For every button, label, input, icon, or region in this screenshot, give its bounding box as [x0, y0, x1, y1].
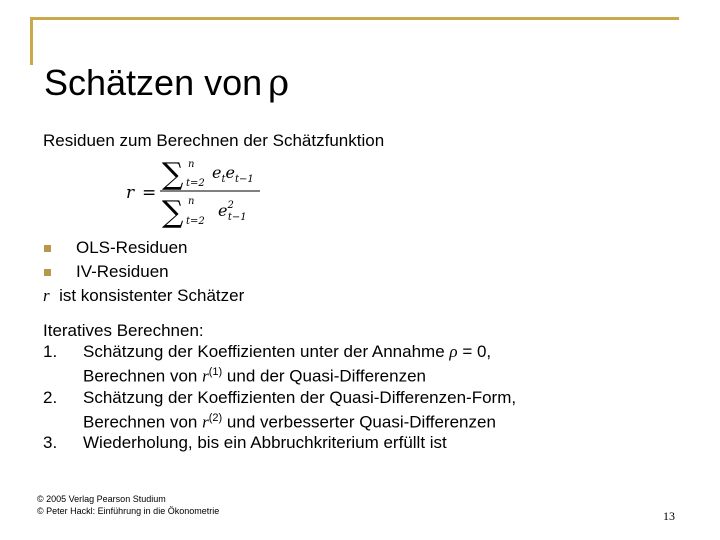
title-rho-symbol: ρ	[268, 63, 290, 104]
step-text: Wiederholung, bis ein Abbruchkriterium erfüllt ist	[83, 433, 447, 453]
consistency-text: ist konsistenter Schätzer	[59, 286, 245, 305]
step-2-continuation	[43, 408, 516, 433]
copyright-footer	[37, 493, 219, 517]
step-rho-symbol: ρ	[449, 342, 458, 361]
step-number: 2.	[43, 387, 58, 407]
step-superscript: (2)	[208, 411, 223, 424]
step-3	[43, 432, 516, 453]
formula-upper-n-bottom: n	[188, 196, 195, 207]
consistency-var: r	[43, 286, 50, 305]
formula-sum-top: ∑	[162, 158, 184, 192]
formula-equals: =	[142, 183, 157, 203]
step-text-end: und verbesserter Quasi-Differenzen	[226, 412, 496, 432]
slide-subtitle: Residuen zum Berechnen der Schätzfunktion	[43, 131, 385, 150]
formula-svg	[120, 158, 280, 228]
decorative-left-line	[30, 17, 33, 65]
step-superscript: (1)	[208, 366, 223, 378]
consistency-statement	[43, 284, 244, 308]
square-bullet-icon	[44, 269, 51, 276]
copyright-line-1: © 2005 Verlag Pearson Studium	[37, 494, 166, 504]
step-text: Berechnen von	[83, 366, 198, 386]
step-var: r	[202, 366, 209, 386]
step-text: Schätzung der Koeffizienten unter der Annahme	[83, 342, 445, 361]
decorative-top-line	[30, 17, 679, 20]
bullet-label: OLS-Residuen	[76, 238, 188, 257]
formula-numerator: $e_te_{t-1}$	[212, 163, 254, 185]
copyright-line-2: © Peter Hackl: Einführung in die Ökonometrie	[37, 506, 220, 516]
iterative-heading: Iteratives Berechnen:	[43, 321, 204, 340]
slide-title	[44, 62, 289, 104]
square-bullet-icon	[44, 245, 51, 252]
step-text-end: = 0,	[462, 342, 492, 361]
step-1	[43, 341, 516, 362]
bullet-item-ols	[43, 236, 244, 260]
title-text: Schätzen von	[44, 62, 263, 103]
step-number: 3.	[43, 433, 58, 453]
page-number: 13	[663, 509, 675, 523]
formula-upper-n-top: n	[188, 159, 195, 170]
residual-bullets	[43, 236, 244, 308]
step-text: Schätzung der Koeffizienten der Quasi-Differenzen-Form,	[83, 387, 517, 407]
step-text-end: und der Quasi-Differenzen	[226, 366, 426, 386]
formula-lower-top: t=2	[186, 178, 205, 189]
step-var: r	[202, 412, 209, 432]
formula-lower-bottom: t=2	[186, 216, 205, 227]
estimator-formula	[120, 158, 280, 228]
step-2	[43, 387, 516, 408]
step-text: Berechnen von	[83, 412, 198, 432]
step-number: 1.	[43, 342, 58, 361]
step-1-continuation	[43, 362, 516, 387]
formula-denominator: $e^2$ t−1	[218, 200, 247, 223]
bullet-label: IV-Residuen	[76, 262, 169, 281]
formula-sum-bottom: ∑	[162, 195, 184, 228]
formula-lhs: r	[126, 183, 135, 203]
iterative-section	[43, 320, 516, 453]
bullet-item-iv	[43, 260, 244, 284]
